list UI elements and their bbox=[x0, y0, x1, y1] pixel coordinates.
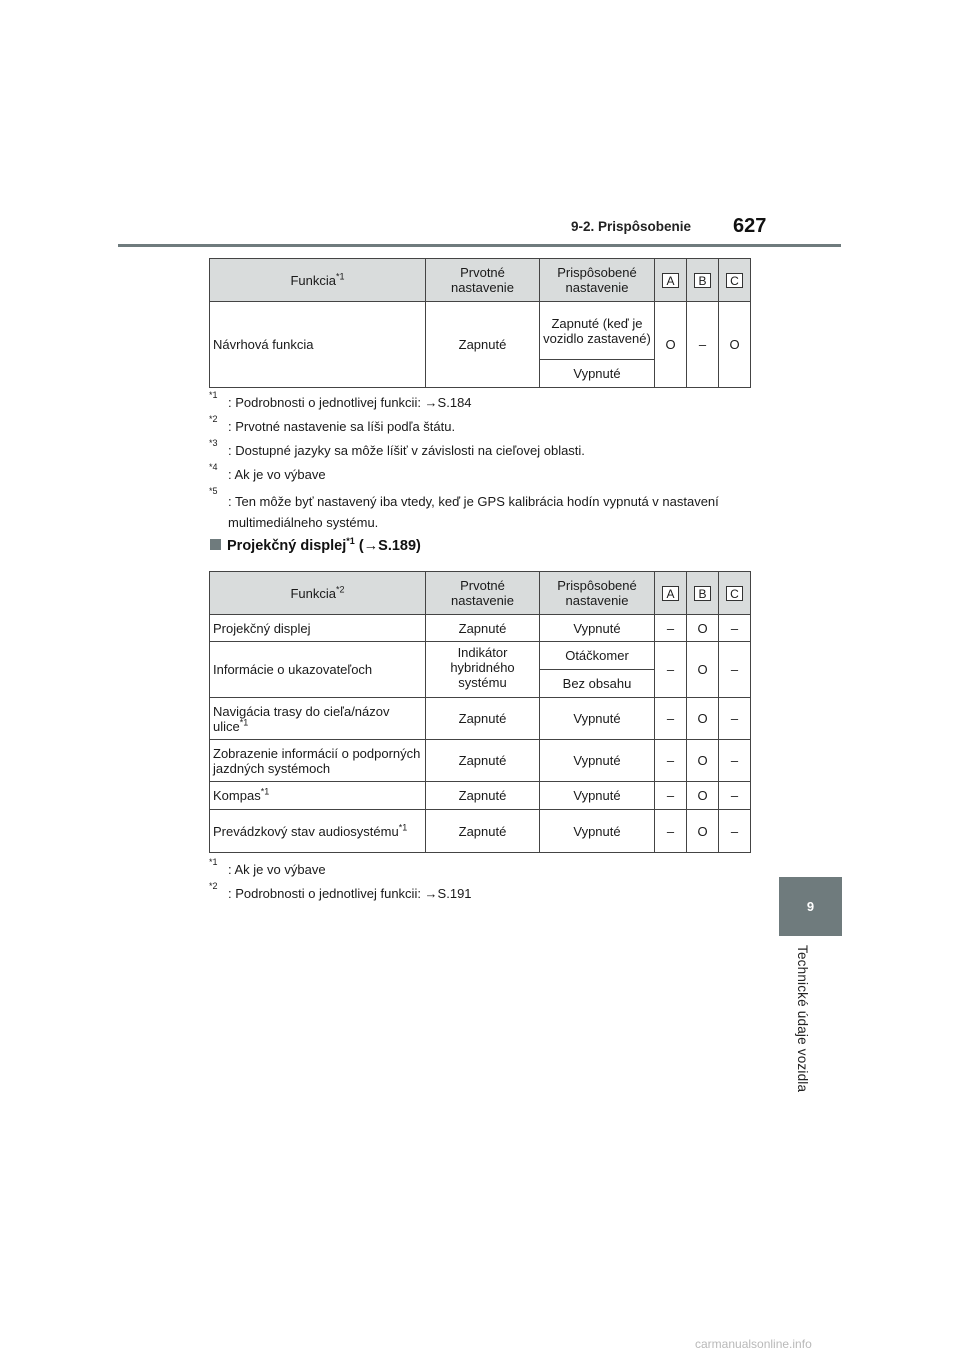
footnote: *4 : Ak je vo výbave bbox=[209, 462, 326, 482]
bullet-square-icon bbox=[210, 539, 221, 550]
header-initial-setting: Prvotné nastavenie bbox=[426, 572, 540, 615]
page-reference-link[interactable]: (→S.189) bbox=[358, 538, 421, 554]
subheading-projection-display: Projekčný displej$^{*1}$ (→S.189) bbox=[210, 538, 421, 554]
table-row bbox=[210, 615, 751, 642]
cell-function: Projekčný displej bbox=[210, 615, 426, 642]
header-function: Funkcia$^{*2}$ bbox=[210, 572, 426, 615]
header-divider bbox=[118, 244, 841, 247]
cell-a: – bbox=[655, 615, 687, 642]
cell-custom-option-1: Otáčkomer bbox=[540, 642, 655, 670]
cell-function: Navigácia trasy do cieľa/názov ulice$^{*1}$ bbox=[210, 698, 426, 740]
table-row bbox=[210, 698, 751, 740]
cell-custom-option-2: Bez obsahu bbox=[540, 670, 655, 698]
cell-c: – bbox=[719, 698, 751, 740]
cell-b: O bbox=[687, 810, 719, 853]
cell-initial: Zapnuté bbox=[426, 302, 540, 388]
cell-function: Prevádzkový stav audiosystému$^{*1}$ bbox=[210, 810, 426, 853]
cell-c: – bbox=[719, 740, 751, 782]
cell-b: O bbox=[687, 615, 719, 642]
table-row bbox=[210, 740, 751, 782]
cell-b: O bbox=[687, 698, 719, 740]
cell-b: – bbox=[687, 302, 719, 388]
cell-function: Návrhová funkcia bbox=[210, 302, 426, 388]
cell-b: O bbox=[687, 642, 719, 698]
cell-a: – bbox=[655, 698, 687, 740]
cell-c: – bbox=[719, 642, 751, 698]
cell-custom: Vypnuté bbox=[540, 810, 655, 853]
cell-initial: Zapnuté bbox=[426, 615, 540, 642]
page-number: 627 bbox=[733, 215, 767, 237]
footnotes-table2 bbox=[209, 857, 769, 902]
cell-initial: Zapnuté bbox=[426, 740, 540, 782]
cell-custom: Vypnuté bbox=[540, 615, 655, 642]
cell-function: Zobrazenie informácií o podporných jazdných systémoch bbox=[210, 740, 426, 782]
cell-custom: Vypnuté bbox=[540, 782, 655, 810]
cell-c: – bbox=[719, 615, 751, 642]
table-header-row bbox=[210, 572, 751, 615]
footnote: *5 : Ten môže byť nastavený iba vtedy, keď je GPS kalibrácia hodín vypnutá v nastavení multimediálneho systému. bbox=[209, 486, 719, 530]
chapter-number: 9 bbox=[806, 899, 815, 914]
header-function: Funkcia$^{*1}$ bbox=[210, 259, 426, 302]
footnotes-table1 bbox=[209, 390, 769, 533]
cell-initial: Zapnuté bbox=[426, 698, 540, 740]
cell-custom-option-1: Zapnuté (keď je vozidlo zastavené) bbox=[540, 302, 655, 360]
cell-c: O bbox=[719, 302, 751, 388]
chapter-tab[interactable] bbox=[779, 877, 842, 936]
header-col-c: C bbox=[719, 572, 751, 615]
header-custom-setting: Prispôsobené nastavenie bbox=[540, 572, 655, 615]
cell-custom-option-2: Vypnuté bbox=[540, 360, 655, 388]
header-col-c: C bbox=[719, 259, 751, 302]
cell-a: – bbox=[655, 782, 687, 810]
table-row bbox=[210, 302, 751, 360]
footnote: *1 : Podrobnosti o jednotlivej funkcii: →S.184 bbox=[209, 390, 472, 410]
footnote: *2 : Prvotné nastavenie sa líši podľa štátu. bbox=[209, 414, 456, 434]
settings-table-design-function bbox=[209, 258, 751, 388]
footnote: *2 : Podrobnosti o jednotlivej funkcii: →S.191 bbox=[209, 881, 472, 901]
cell-custom: Vypnuté bbox=[540, 698, 655, 740]
cell-a: – bbox=[655, 810, 687, 853]
header-initial-setting: Prvotné nastavenie bbox=[426, 259, 540, 302]
footnote: *3 : Dostupné jazyky sa môže líšiť v závislosti na cieľovej oblasti. bbox=[209, 438, 585, 458]
cell-c: – bbox=[719, 810, 751, 853]
header-col-a: A bbox=[655, 572, 687, 615]
cell-b: O bbox=[687, 782, 719, 810]
table-row bbox=[210, 810, 751, 853]
cell-initial: Zapnuté bbox=[426, 810, 540, 853]
header-col-a: A bbox=[655, 259, 687, 302]
cell-a: O bbox=[655, 302, 687, 388]
header-col-b: B bbox=[687, 259, 719, 302]
cell-custom: Vypnuté bbox=[540, 740, 655, 782]
cell-a: – bbox=[655, 740, 687, 782]
settings-table-projection-display bbox=[209, 571, 751, 853]
footnote: *1 : Ak je vo výbave bbox=[209, 857, 326, 877]
table-row bbox=[210, 642, 751, 670]
cell-a: – bbox=[655, 642, 687, 698]
cell-c: – bbox=[719, 782, 751, 810]
watermark: carmanualsonline.info bbox=[695, 1337, 812, 1351]
header-custom-setting: Prispôsobené nastavenie bbox=[540, 259, 655, 302]
header-col-b: B bbox=[687, 572, 719, 615]
chapter-title: Technické údaje vozidla bbox=[795, 945, 810, 1093]
cell-function: Kompas$^{*1}$ bbox=[210, 782, 426, 810]
section-title: 9-2. Prispôsobenie bbox=[571, 219, 692, 234]
table-row bbox=[210, 782, 751, 810]
cell-initial: Zapnuté bbox=[426, 782, 540, 810]
table-header-row bbox=[210, 259, 751, 302]
cell-initial: Indikátor hybridného systému bbox=[426, 642, 540, 698]
cell-function: Informácie o ukazovateľoch bbox=[210, 642, 426, 698]
cell-b: O bbox=[687, 740, 719, 782]
